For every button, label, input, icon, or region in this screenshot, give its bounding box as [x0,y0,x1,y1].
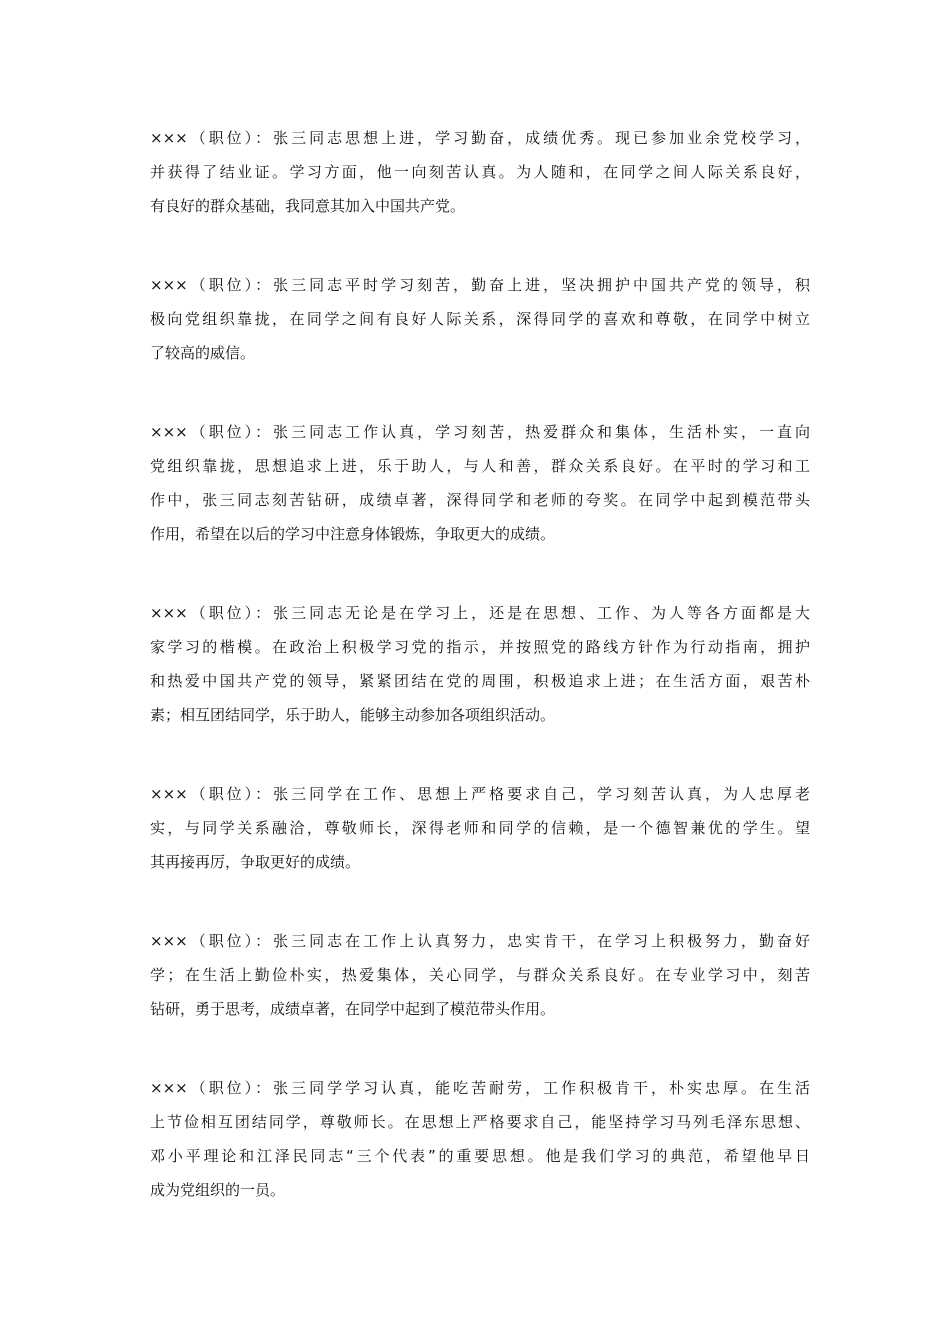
comment-paragraph-2 [150,268,810,370]
paragraph-line: 和热爱中国共产党的领导，紧紧团结在党的周围，积极追求上进；在生活方面，艰苦朴 [150,672,810,690]
paragraph-line: ×××（职位）：张三同学在工作、思想上严格要求自己，学习刻苦认真，为人忠厚老 [150,785,810,803]
paragraph-line: 上节俭相互团结同学，尊敬师长。在思想上严格要求自己，能坚持学习马列毛泽东思想、 [150,1113,810,1131]
paragraph-line: 学；在生活上勤俭朴实，热爱集体，关心同学，与群众关系良好。在专业学习中，刻苦 [150,966,810,984]
paragraph-line: ×××（职位）：张三同志工作认真，学习刻苦，热爱群众和集体，生活朴实，一直向 [150,423,810,441]
paragraph-line: 邓小平理论和江泽民同志“三个代表”的重要思想。他是我们学习的典范，希望他早日 [150,1147,810,1165]
paragraph-line: 并获得了结业证。学习方面，他一向刻苦认真。为人随和，在同学之间人际关系良好， [150,163,810,181]
paragraph-line: ×××（职位）：张三同志在工作上认真努力，忠实肯干，在学习上积极努力，勤奋好 [150,932,810,950]
paragraph-line: 作用，希望在以后的学习中注意身体锻炼，争取更大的成绩。 [150,525,556,543]
paragraph-line: 极向党组织靠拢，在同学之间有良好人际关系，深得同学的喜欢和尊敬，在同学中树立 [150,310,810,328]
paragraph-line: 实，与同学关系融洽，尊敬师长，深得老师和同学的信赖，是一个德智兼优的学生。望 [150,819,810,837]
document-body [150,121,810,1252]
comment-paragraph-4 [150,596,810,732]
comment-paragraph-6 [150,924,810,1026]
paragraph-line: 家学习的楷模。在政治上积极学习党的指示，并按照党的路线方针作为行动指南，拥护 [150,638,810,656]
comment-paragraph-3 [150,415,810,551]
paragraph-line: 了较高的威信。 [150,344,256,362]
comment-paragraph-7 [150,1071,810,1207]
paragraph-line: 其再接再厉，争取更好的成绩。 [150,853,361,871]
comment-paragraph-1 [150,121,810,223]
paragraph-line: ×××（职位）：张三同志无论是在学习上，还是在思想、工作、为人等各方面都是大 [150,604,810,622]
paragraph-line: 党组织靠拢，思想追求上进，乐于助人，与人和善，群众关系良好。在平时的学习和工 [150,457,810,475]
paragraph-line: ×××（职位）：张三同志思想上进，学习勤奋，成绩优秀。现已参加业余党校学习， [150,129,810,147]
comment-paragraph-5 [150,777,810,879]
paragraph-line: 成为党组织的一员。 [150,1181,286,1199]
paragraph-line: 有良好的群众基础，我同意其加入中国共产党。 [150,197,466,215]
paragraph-line: ×××（职位）：张三同志平时学习刻苦，勤奋上进，坚决拥护中国共产党的领导，积 [150,276,810,294]
paragraph-line: ×××（职位）：张三同学学习认真，能吃苦耐劳，工作积极肯干，朴实忠厚。在生活 [150,1079,810,1097]
paragraph-line: 钻研，勇于思考，成绩卓著，在同学中起到了模范带头作用。 [150,1000,556,1018]
paragraph-line: 素；相互团结同学，乐于助人，能够主动参加各项组织活动。 [150,706,556,724]
paragraph-line: 作中，张三同志刻苦钻研，成绩卓著，深得同学和老师的夸奖。在同学中起到模范带头 [150,491,810,509]
